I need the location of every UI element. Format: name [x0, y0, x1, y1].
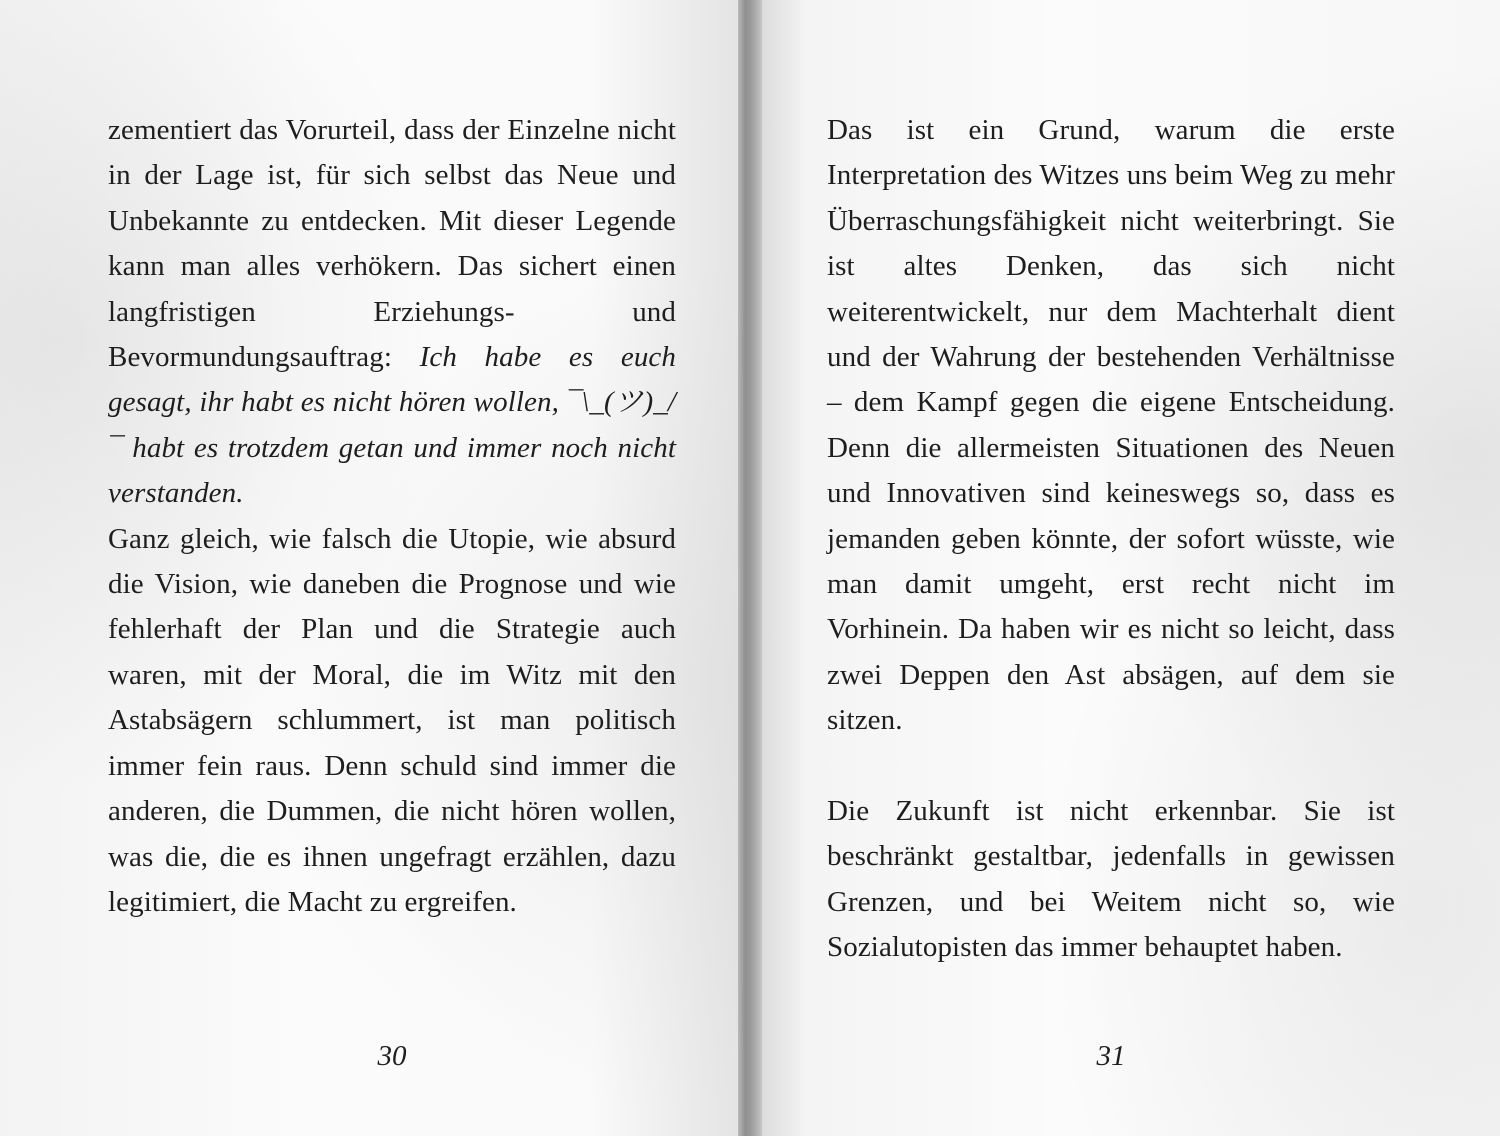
right-paragraph-2: Die Zukunft ist nicht erkennbar. Sie ist beschränkt gestaltbar, jedenfalls in gewissen Grenzen, und bei Weitem nicht so, wie Sozialutopisten das immer behauptet haben. [827, 795, 1395, 964]
page-number-right: 31 [1096, 1040, 1126, 1072]
book-gutter [738, 0, 762, 1136]
left-paragraph-1 [108, 108, 676, 517]
left-page-text [108, 108, 676, 925]
left-paragraph-2: Ganz gleich, wie falsch die Utopie, wie absurd die Vision, wie daneben die Prognose und wie fehlerhaft der Plan und die Strategie auch waren, mit der Moral, die im Witz mit den Astabsägern schlummert, ist man politisch immer fein raus. Denn schuld sind immer die anderen, die Dummen, die nicht hören wollen, was die, die es ihnen ungefragt erzählen, dazu legitimiert, die Macht zu ergreifen. [108, 522, 676, 918]
left-paragraph-1-text: zementiert das Vorurteil, dass der Einzelne nicht in der Lage ist, für sich selbst das Neue und Unbekannte zu entdecken. Mit dieser Legende kann man alles verhökern. Das sichert einen langfristigen Erziehungs- und Bevormundungsauftrag: [108, 114, 676, 374]
left-page [0, 0, 738, 1136]
page-number-left: 30 [377, 1040, 407, 1072]
right-page-text [827, 108, 1395, 971]
right-paragraph-1: Das ist ein Grund, warum die erste Interpretation des Witzes uns beim Weg zu mehr Überraschungsfähigkeit nicht weiterbringt. Sie ist altes Denken, das sich nicht weiterentwickelt, nur dem Machterhalt dient und der Wahrung der bestehenden Verhältnisse – dem Kampf gegen die eigene Entscheidung. Denn die allermeisten Situationen des Neuen und Innovativen sind keineswegs so, dass es jemanden geben könnte, der sofort wüsste, wie man damit umgeht, erst recht nicht im Vorhinein. Da haben wir es nicht so leicht, dass zwei Deppen den Ast absägen, auf dem sie sitzen. [827, 114, 1395, 737]
left-paragraph-1-italic-quote: Ich habe es euch gesagt, ihr habt es nicht hören wollen, ¯\_(ツ)_/¯ habt es trotzdem getan und immer noch nicht verstanden. [108, 341, 676, 510]
right-page [762, 0, 1500, 1136]
